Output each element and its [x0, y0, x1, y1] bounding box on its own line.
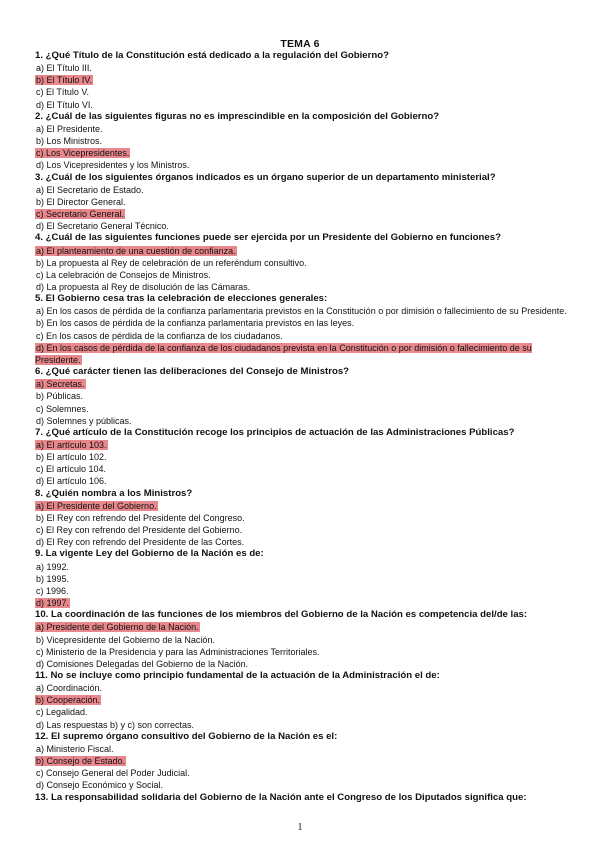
- answer-option-highlighted: [35, 597, 570, 609]
- answer-option-text: b) La propuesta al Rey de celebración de un referéndum consultivo.: [36, 257, 307, 268]
- answer-option-highlighted: [35, 755, 570, 767]
- answer-option: [35, 415, 570, 427]
- answer-option-text: b) Vicepresidente del Gobierno de la Nación.: [36, 634, 215, 645]
- answer-option-text: a) Secretas.: [36, 379, 85, 390]
- answer-option-highlighted: [35, 342, 570, 366]
- answer-option-text: a) Presidente del Gobierno de la Nación.: [36, 622, 199, 633]
- answer-option: [35, 123, 570, 135]
- question-5: 5. El Gobierno cesa tras la celebración de elecciones generales:: [35, 293, 328, 305]
- answer-option-text: a) En los casos de pérdida de la confianza parlamentaria previstos en la Constitución o por dimisión o fallecimiento de su Presidente.: [36, 306, 567, 317]
- answer-option-text: b) El artículo 102.: [36, 452, 107, 463]
- answer-option-text: b) Los Ministros.: [36, 136, 103, 147]
- answer-option: [35, 305, 570, 317]
- answer-option-text: a) Ministerio Fiscal.: [36, 743, 114, 754]
- answer-option-text: c) Ministerio de la Presidencia y para las Administraciones Territoriales.: [36, 646, 320, 657]
- answer-option: [35, 135, 570, 147]
- answer-option-text: b) Públicas.: [36, 391, 84, 402]
- answer-option-text: a) El artículo 103.: [36, 440, 107, 450]
- answer-option: [35, 330, 570, 342]
- answer-option: [35, 220, 570, 232]
- answer-option-text: d) El Secretario General Técnico.: [36, 221, 169, 232]
- question-1: 1. ¿Qué Título de la Constitución está dedicado a la regulación del Gobierno?: [35, 50, 389, 61]
- answer-option-text: b) El Director General.: [36, 196, 126, 207]
- answer-option: [35, 451, 570, 463]
- answer-option-highlighted: [35, 208, 570, 220]
- answer-option-text: a) El planteamiento de una cuestión de confianza.: [36, 245, 236, 256]
- answer-option-text: b) El Título IV.: [36, 75, 93, 86]
- answer-option-text: d) En los casos de pérdida de la confianza de los ciudadanos prevista en la Constitución o por dimisión o fallecimiento de su Presidente.: [35, 342, 532, 365]
- answer-option-text: d) Solemnes y públicas.: [36, 415, 132, 426]
- page-number: 1: [297, 822, 303, 833]
- answer-option-text: d) Comisiones Delegadas del Gobierno de la Nación.: [36, 658, 249, 669]
- answer-option-highlighted: [35, 500, 570, 512]
- answer-option: [35, 62, 570, 74]
- answer-option: [35, 317, 570, 329]
- answer-option-text: c) Los Vicepresidentes.: [36, 148, 130, 159]
- answer-option: [35, 767, 570, 779]
- answer-option: [35, 390, 570, 402]
- page-title: TEMA 6: [280, 38, 320, 50]
- answer-option-text: b) Consejo de Estado.: [36, 756, 126, 767]
- answer-option-text: d) 1997.: [36, 598, 70, 609]
- answer-option: [35, 634, 570, 646]
- answer-option-text: c) El Rey con refrendo del Presidente del Gobierno.: [36, 525, 243, 536]
- answer-option-highlighted: [35, 439, 570, 451]
- answer-option: [35, 658, 570, 670]
- question-list: [35, 50, 570, 804]
- answer-option: [35, 196, 570, 208]
- answer-option: [35, 573, 570, 585]
- question-2: 2. ¿Cuál de las siguientes figuras no es imprescindible en la composición del Gobierno?: [35, 110, 440, 122]
- answer-option-text: b) 1995.: [36, 573, 70, 584]
- answer-option-text: c) Legalidad.: [36, 707, 88, 718]
- answer-option-text: a) El Presidente.: [36, 123, 103, 134]
- answer-option: [35, 536, 570, 548]
- answer-option-highlighted: [35, 74, 570, 86]
- answer-option-text: c) 1996.: [36, 585, 69, 596]
- answer-option-highlighted: [35, 378, 570, 390]
- answer-option-text: a) 1992.: [36, 561, 70, 572]
- answer-option: [35, 524, 570, 536]
- answer-option: [35, 463, 570, 475]
- answer-option: [35, 86, 570, 98]
- answer-option: [35, 99, 570, 111]
- answer-option: [35, 682, 570, 694]
- answer-option: [35, 403, 570, 415]
- answer-option-text: c) La celebración de Consejos de Ministros.: [36, 269, 211, 280]
- question-10: 10. La coordinación de las funciones de los miembros del Gobierno de la Nación es competencia del/de las:: [35, 609, 528, 621]
- answer-option-text: b) En los casos de pérdida de la confianza parlamentaria previstos en las leyes.: [36, 318, 355, 329]
- answer-option-text: a) Coordinación.: [36, 683, 103, 694]
- answer-option-text: c) El Título V.: [36, 87, 90, 98]
- answer-option: [35, 779, 570, 791]
- answer-option-text: a) El Presidente del Gobierno.: [36, 500, 157, 511]
- question-3: 3. ¿Cuál de los siguientes órganos indicados es un órgano superior de un departamento ministerial?: [35, 171, 496, 183]
- answer-option: [35, 585, 570, 597]
- answer-option: [35, 646, 570, 658]
- answer-option-text: d) El Título VI.: [36, 99, 93, 110]
- answer-option: [35, 269, 570, 281]
- question-13: 13. La responsabilidad solidaria del Gobierno de la Nación ante el Congreso de los Diputados significa que:: [35, 791, 527, 803]
- answer-option: [35, 743, 570, 755]
- question-4: 4. ¿Cuál de las siguientes funciones puede ser ejercida por un Presidente del Gobierno en funciones?: [35, 232, 501, 244]
- answer-option-text: d) El Rey con refrendo del Presidente de las Cortes.: [36, 537, 245, 548]
- answer-option-text: d) La propuesta al Rey de disolución de las Cámaras.: [36, 281, 251, 292]
- answer-option-text: a) El Título III.: [36, 63, 92, 74]
- answer-option: [35, 257, 570, 269]
- answer-option-text: c) Solemnes.: [36, 403, 89, 414]
- question-12: 12. El supremo órgano consultivo del Gobierno de la Nación es el:: [35, 730, 338, 742]
- answer-option-text: d) El artículo 106.: [36, 476, 107, 487]
- answer-option-text: c) El artículo 104.: [36, 464, 107, 475]
- answer-option-highlighted: [35, 621, 570, 633]
- question-9: 9. La vigente Ley del Gobierno de la Nación es de:: [35, 548, 264, 560]
- answer-option-text: d) Las respuestas b) y c) son correctas.: [36, 719, 195, 730]
- answer-option-highlighted: [35, 694, 570, 706]
- answer-option-text: c) Consejo General del Poder Judicial.: [36, 768, 190, 779]
- answer-option: [35, 512, 570, 524]
- question-6: 6. ¿Qué carácter tienen las deliberaciones del Consejo de Ministros?: [35, 366, 350, 378]
- answer-option-text: b) El Rey con refrendo del Presidente del Congreso.: [36, 512, 245, 523]
- question-8: 8. ¿Quién nombra a los Ministros?: [35, 487, 193, 499]
- answer-option-text: d) Consejo Económico y Social.: [36, 780, 164, 791]
- question-7: 7. ¿Qué artículo de la Constitución recoge los principios de actuación de las Administraciones Públicas?: [35, 426, 515, 438]
- answer-option-highlighted: [35, 147, 570, 159]
- answer-option: [35, 561, 570, 573]
- answer-option-text: d) Los Vicepresidentes y los Ministros.: [36, 160, 190, 171]
- answer-option: [35, 281, 570, 293]
- answer-option-text: b) Cooperación.: [36, 695, 101, 706]
- answer-option-highlighted: [35, 245, 570, 257]
- answer-option-text: a) El Secretario de Estado.: [36, 184, 144, 195]
- answer-option: [35, 184, 570, 196]
- answer-option-text: c) En los casos de pérdida de la confianza de los ciudadanos.: [36, 330, 283, 341]
- answer-option: [35, 719, 570, 731]
- question-11: 11. No se incluye como principio fundamental de la actuación de la Administración el de:: [35, 669, 440, 681]
- answer-option: [35, 159, 570, 171]
- answer-option: [35, 706, 570, 718]
- answer-option: [35, 475, 570, 487]
- answer-option-text: c) Secretario General.: [36, 209, 125, 220]
